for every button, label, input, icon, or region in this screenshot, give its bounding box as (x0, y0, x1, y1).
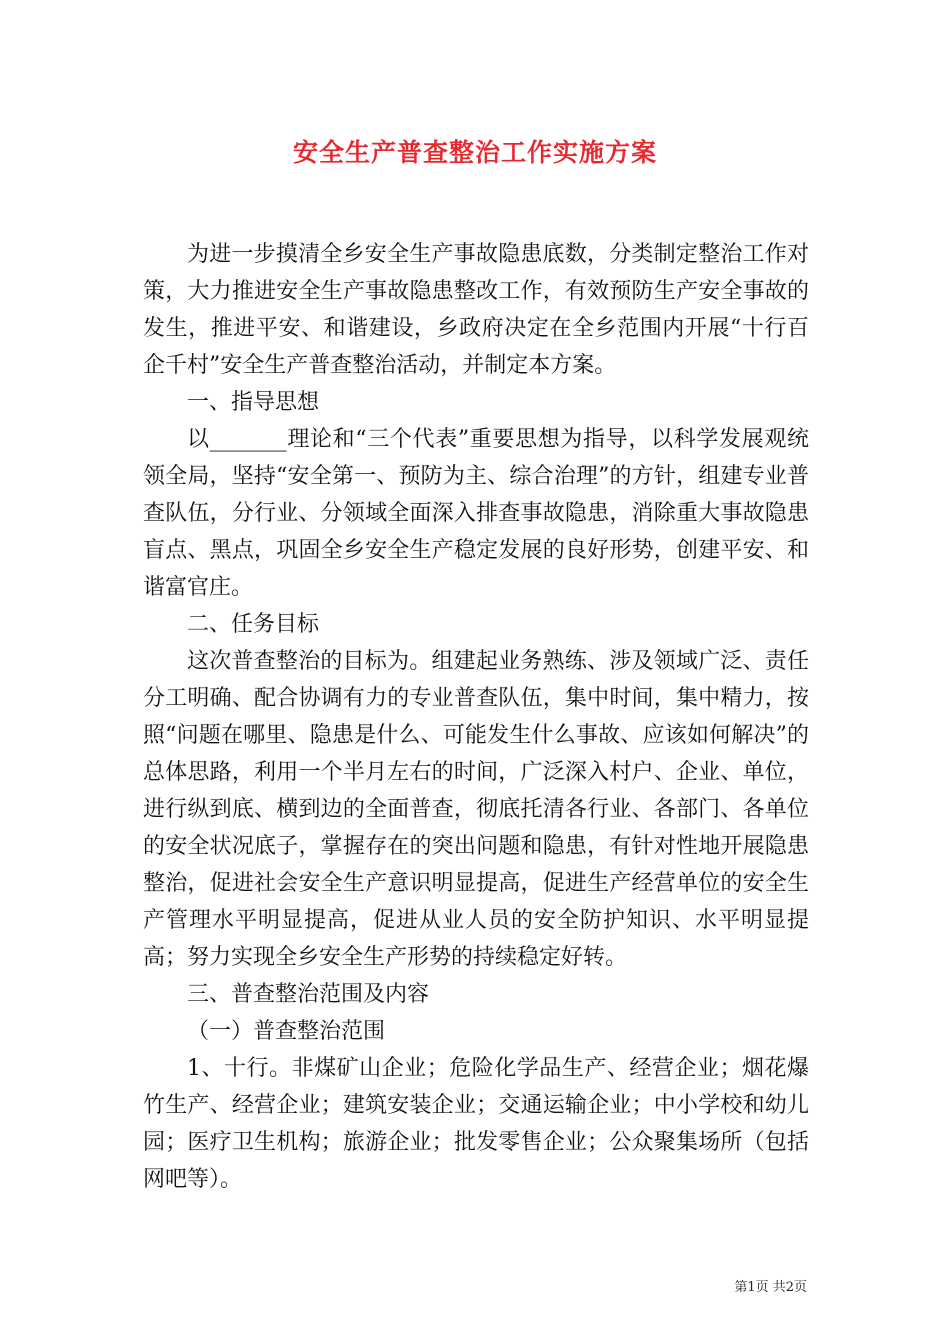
intro-paragraph: 为进一步摸清全乡安全生产事故隐患底数，分类制定整治工作对策，大力推进安全生产事故隐患整改工作，有效预防生产安全事故的发生，推进平安、和谐建设，乡政府决定在全乡范围内开展“十行百企千村”安全生产普查整治活动，并制定本方案。 (143, 242, 809, 378)
section-heading-task-goals: 二、任务目标 (187, 612, 320, 637)
guiding-ideology-paragraph: 以_______理论和“三个代表”重要思想为指导，以科学发展观统领全局，坚持“安全第一、预防为主、综合治理”的方针，组建专业普查队伍，分行业、分领域全面深入排查事故隐患，消除重大事故隐患盲点、黑点，巩固全乡安全生产稳定发展的良好形势，创建平安、和谐富官庄。 (143, 427, 809, 600)
section-heading-scope-content: 三、普查整治范围及内容 (187, 982, 430, 1007)
document-title: 安全生产普查整治工作实施方案 (292, 138, 657, 167)
document-body (143, 236, 809, 1198)
task-goals-paragraph: 这次普查整治的目标为。组建起业务熟练、涉及领域广泛、责任分工明确、配合协调有力的专业普查队伍，集中时间，集中精力，按照“问题在哪里、隐患是什么、可能发生什么事故、应该如何解决”的总体思路，利用一个半月左右的时间，广泛深入村户、企业、单位，进行纵到底、横到边的全面普查，彻底托清各行业、各部门、各单位的安全状况底子，掌握存在的突出问题和隐患，有针对性地开展隐患整治，促进社会安全生产意识明显提高，促进生产经营单位的安全生产管理水平明显提高，促进从业人员的安全防护知识、水平明显提高；努力实现全乡安全生产形势的持续稳定好转。 (143, 649, 809, 970)
subsection-heading-scope: （一）普查整治范围 (187, 1019, 386, 1044)
section-heading-guiding-ideology: 一、指导思想 (187, 390, 320, 415)
scope-ten-industries-paragraph: 1、十行。非煤矿山企业；危险化学品生产、经营企业；烟花爆竹生产、经营企业；建筑安装企业；交通运输企业；中小学校和幼儿园；医疗卫生机构；旅游企业；批发零售企业；公众聚集场所（包括网吧等）。 (143, 1056, 809, 1192)
page-number: 第1页 共2页 (734, 1280, 807, 1295)
